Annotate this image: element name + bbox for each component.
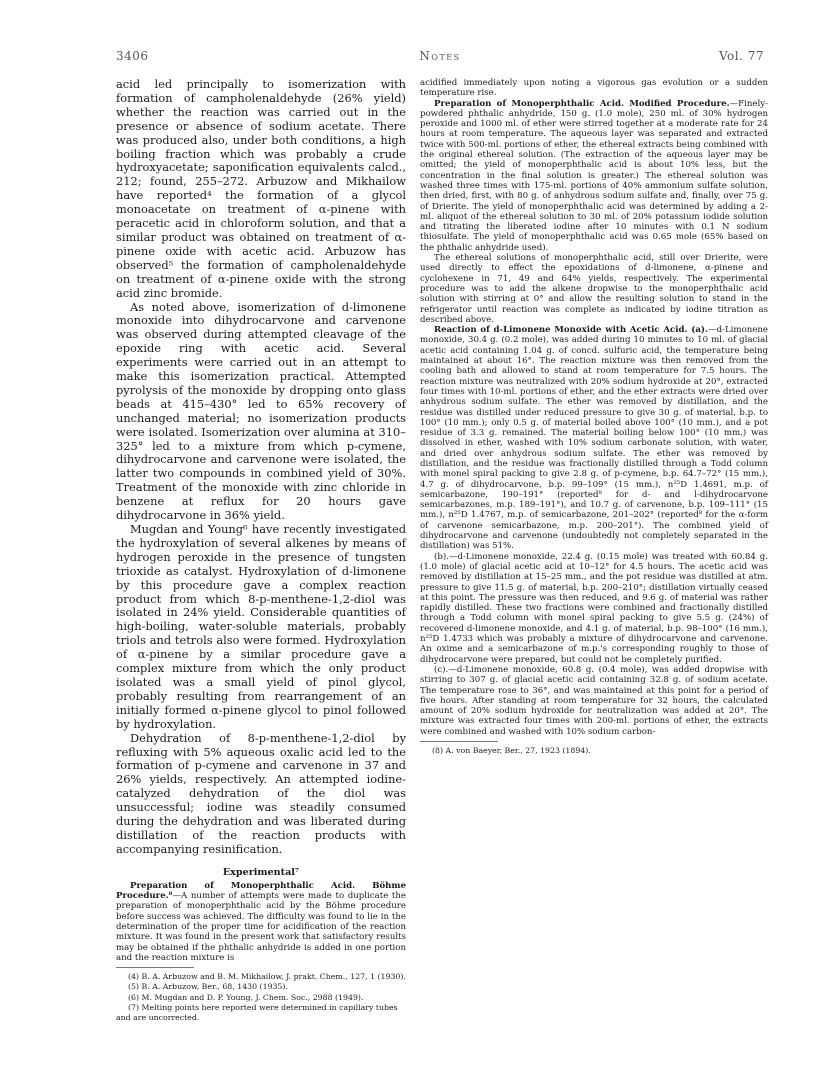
paragraph: Dehydration of 8-p-menthene-1,2-diol by refluxing with 5% aqueous oxalic acid led to the formation of p-cymene and carvenone in 37 and 26% yields, respectively. An attempted iodine-catalyzed dehydration of the diol was unsuccessful; iodine was steadily consumed during the dehydration and was liberated during distillation of the reaction products with accompanying resinification. bbox=[116, 730, 406, 856]
running-header bbox=[116, 49, 764, 67]
footnote: (6) M. Mugdan and D. P. Young, J. Chem. Soc., 2988 (1949). bbox=[128, 992, 364, 1002]
procedure-title: Reaction of d-Limonene Monoxide with Acetic Acid. (a). bbox=[434, 325, 708, 336]
paragraph: acid led principally to isomerization with formation of campholenaldehyde (26% yield) whether the reaction was carried out in the presence or absence of sodium acetate. There was produced also, under both conditions, a high boiling fraction which was probably a crude hydroxyacetate; saponification equivalents calcd., 212; found, 255–272. Arbuzow and Mikhailow have reported⁴ the formation of a glycol monoacetate on treatment of α-pinene with peracetic acid in chloroform solution, and that a similar product was obtained on treatment of α-pinene oxide with acetic acid. Arbuzow has observed⁵ the formation of campholenaldehyde on treatment of α-pinene oxide with the strong acid zinc bromide. bbox=[116, 77, 406, 300]
experimental-heading: Experimental⁷ bbox=[222, 866, 300, 878]
footnote: (5) B. A. Arbuzow, Ber., 68, 1430 (1935). bbox=[128, 982, 288, 992]
footnote: (7) Melting points here reported were determined in capillary tubes and are uncorrected. bbox=[116, 1002, 398, 1022]
paragraph bbox=[116, 881, 406, 963]
procedure-text: —d-Limonene monoxide, 30.4 g. (0.2 mole), was added during 10 minutes to 10 ml. of glacial acetic acid containing 1.04 g. of concd. sulfuric acid, the temperature being maintained at about 16°. The reaction mixture was then removed from the cooling bath and allowed to stand at room temperature for 7.5 hours. The reaction mixture was neutralized with 20% sodium hydroxide at 20°, extracted four times with 10-ml. portions of ether, and the ether extracts were dried over anhydrous sodium sulfate. The ether was removed by distillation, and the residue was distilled under reduced pressure to give 30 g. of material, b.p. to 100° (10 mm.); only 0.5 g. of material boiled above 100° (10 mm.), and a pot residue of 3.3 g. remained. The material boiling below 100° (10 mm.) was dissolved in ether, washed with 10% sodium carbonate solution, with water, and dried over anhydrous sodium sulfate. The ether was removed by distillation, and the residue was fractionally distilled through a Todd column with monel spiral packing to give 2.8 g. of p-cymene, b.p. 64.7–72° (15 mm.), 4.7 g. of dihydrocarvone, b.p. 99–109° (15 mm.), n²⁵D 1.4691, m.p. of semicarbazone, 190–191° (reported⁸ for d- and l-dihydrocarvone semicarbazones, m.p. 189–191°), and 10.7 g. of carvenone, b.p. 109–111° (15 mm.), n²⁵D 1.4767, m.p. of semicarbazone, 201–202° (reported⁸ for the α-form of carvenone semicarbazone, m.p. 200–201°). The combined yield of dihydrocarvone and carvenone (undoubtedly not completely separated in the distillation) was 51%. bbox=[420, 325, 768, 552]
paragraph: (c).—d-Limonene monoxide, 60.8 g. (0.4 mole), was added dropwise with stirring to 307 g. of glacial acetic acid containing 32.8 g. of sodium acetate. The temperature rose to 36°, and was maintained at this point for a period of five hours. After standing at room temperature for 32 hours, the calculated amount of 20% sodium hydroxide for neutralization was added at 20°. The mixture was extracted four times with 200-ml. portions of ether, the extracts were combined and washed with 10% sodium carbon- bbox=[420, 664, 768, 737]
paragraph bbox=[420, 99, 768, 253]
footnote: (4) B. A. Arbuzow and B. M. Mikhailow, J. prakt. Chem., 127, 1 (1930). bbox=[128, 972, 406, 982]
procedure-title: Preparation of Monoperphthalic Acid. Böhme Procedure.⁸ bbox=[116, 880, 406, 902]
paragraph: (b).—d-Limonene monoxide, 22.4 g. (0.15 mole) was treated with 60.84 g. (1.0 mole) of glacial acetic acid at 10–12° for 4.5 hours. The acetic acid was removed by distillation at 15–25 mm., and the pot residue was distilled at atm. pressure to give 11.5 g. of material, b.p. 200–210°; distillation virtually ceased at this point. The pressure was then reduced, and 9.6 g. of material was rather rapidly distilled. These two fractions were combined and fractionally distilled through a Todd column with monel spiral packing to give 5.5 g. (24%) of recovered d-limonene monoxide, and 4.1 g. of material, b.p. 98–100° (16 mm.), n²⁵D 1.4733 which was probably a mixture of dihydrocarvone and carvenone. An oxime and a semicarbazone of m.p.'s corresponding roughly to those of dihydrocarvone were prepared, but could not be completely purified. bbox=[420, 551, 768, 665]
right-column bbox=[420, 78, 768, 756]
paragraph: acidified immediately upon noting a vigorous gas evolution or a sudden temperature rise. bbox=[420, 78, 768, 99]
section-title: Notes bbox=[419, 49, 461, 63]
footnote-rule bbox=[116, 967, 194, 968]
procedure-title: Preparation of Monoperphthalic Acid. Modified Procedure. bbox=[434, 98, 730, 109]
paragraph: As noted above, isomerization of d-limonene monoxide into dihydrocarvone and carvenone was observed during attempted cleavage of the epoxide ring with acetic acid. Several experiments were carried out in an attempt to make this isomerization practical. Attempted pyrolysis of the monoxide by dropping onto glass beads at 415–430° led to 65% recovery of unchanged material; no isomerization products were isolated. Isomerization over alumina at 310–325° led to a mixture from which p-cymene, dihydrocarvone and carvenone were isolated, the latter two compounds in combined yield of 30%. Treatment of the monoxide with zinc chloride in benzene at reflux for 20 hours gave dihydrocarvone in 36% yield. bbox=[116, 299, 406, 523]
procedure-text: —A number of attempts were made to duplicate the preparation of monoperphthalic acid by the Böhme procedure before success was achieved. The difficulty was found to lie in the determination of the proper time for acidification of the reaction mixture. It was found in the present work that satisfactory results may be obtained if the phthalic anhydride is added in one portion and the reaction mixture is bbox=[116, 891, 406, 963]
paragraph bbox=[420, 325, 768, 552]
footnote: (8) A. von Baeyer, Ber., 27, 1923 (1894). bbox=[432, 746, 591, 755]
paragraph: Mugdan and Young⁶ have recently investigated the hydroxylation of several alkenes by means of hydrogen peroxide in the presence of tungsten trioxide as catalyst. Hydroxylation of d-limonene by this procedure gave a complex reaction product from which 8-p-menthene-1,2-diol was isolated in 24% yield. Considerable quantities of high-boiling, water-soluble materials, probably triols and tetrols also were formed. Hydroxylation of α-pinene by a similar procedure gave a complex mixture from which the only product isolated was a small yield of pinol glycol, probably resulting from rearrangement of an initially formed α-pinene glycol to pinol followed by hydroxylation. bbox=[116, 522, 406, 731]
volume-label: Vol. 77 bbox=[718, 49, 764, 63]
procedure-text: —Finely-powdered phthalic anhydride, 150 g. (1.0 mole), 250 ml. of 30% hydrogen peroxide and 1000 ml. of ether were stirred together at a moderate rate for 24 hours at room temperature. The aqueous layer was separated and extracted twice with 500-ml. portions of ether, the ethereal extracts being combined with the original ethereal solution. (The extraction of the aqueous layer may be omitted; the yield of monoperphthalic acid is about 10% less, but the concentration in the final solution is greater.) The ethereal solution was washed three times with 175-ml. portions of 40% ammonium sulfate solution, then dried, first, with 80 g. of anhydrous sodium sulfate and, finally, over 75 g. of Drierite. The yield of monoperphthalic acid was determined by adding a 2-ml. aliquot of the ethereal solution to 30 ml. of 20% potassium iodide solution and titrating the liberated iodine after 10 minutes with 0.1 N sodium thiosulfate. The yield of monoperphthalic acid was 0.65 mole (65% based on the phthalic anhydride used). bbox=[420, 98, 768, 253]
footnote-rule bbox=[420, 741, 498, 742]
paragraph: The ethereal solutions of monoperphthalic acid, still over Drierite, were used directly to effect the epoxidations of d-limonene, α-pinene and cyclohexene in 71, 49 and 64% yields, respectively. The experimental procedure was to add the alkene dropwise to the monoperphthalic acid solution with stirring at 0° and allow the resulting solution to stand in the refrigerator until reaction was complete as indicated by iodine titration as described above. bbox=[420, 253, 768, 325]
left-column bbox=[116, 78, 406, 1023]
page-number: 3406 bbox=[116, 49, 149, 63]
